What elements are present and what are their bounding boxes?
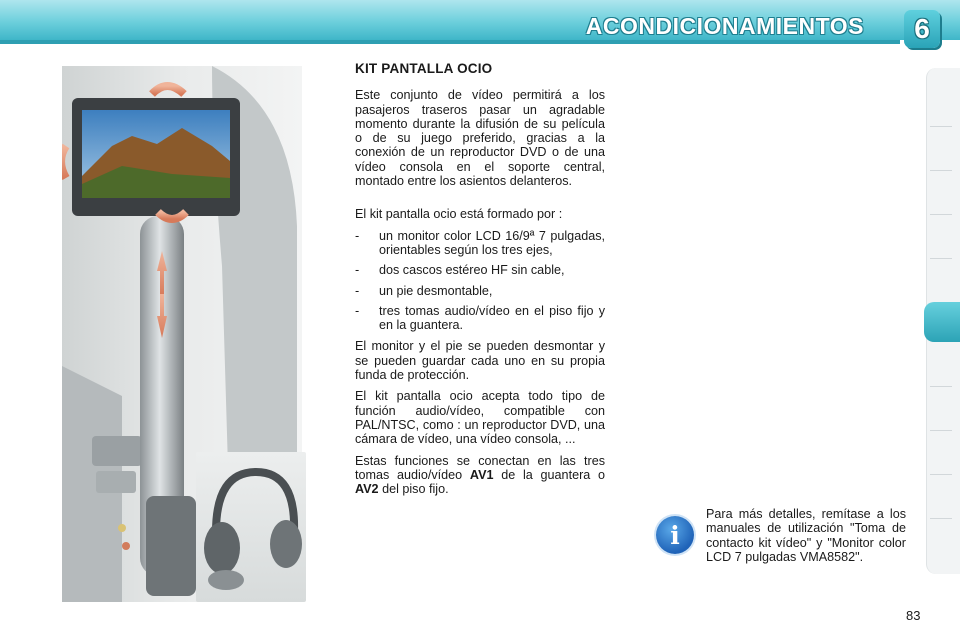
av2-label: AV2	[355, 482, 379, 497]
info-icon: i	[656, 516, 694, 554]
connection-paragraph	[355, 454, 605, 497]
tab-divider	[930, 386, 952, 387]
active-chapter-tab	[924, 302, 960, 342]
info-note: Para más detalles, remítase a los manuales de utilización "Toma de contacto kit vídeo" y "Monitor color LCD 7 pulgadas VMA8582".	[706, 507, 906, 564]
av1-label: AV1	[469, 467, 494, 482]
connection-text: de la guantera o	[501, 467, 606, 482]
main-text-column	[355, 62, 605, 503]
header-underline	[0, 40, 900, 44]
tab-divider	[930, 170, 952, 171]
tab-divider	[930, 430, 952, 431]
tab-divider	[930, 474, 952, 475]
headphones-icon	[196, 452, 306, 602]
headphones-photo	[196, 452, 306, 602]
list-item: - dos cascos estéreo HF sin cable,	[355, 263, 605, 277]
tab-divider	[930, 214, 952, 215]
chapter-number: 6	[914, 13, 930, 44]
list-item: - tres tomas audio/vídeo en el piso fijo y en la guantera.	[355, 304, 605, 333]
list-item: - un monitor color LCD 16/9ª 7 pulgadas, orientables según los tres ejes,	[355, 229, 605, 258]
tab-divider	[930, 258, 952, 259]
section-title: KIT PANTALLA OCIO	[355, 61, 493, 76]
page-header	[0, 0, 960, 52]
connection-text: Estas funciones se conectan en las tres tomas audio/vídeo	[355, 453, 605, 482]
kit-items-list	[355, 229, 605, 333]
av-socket	[122, 542, 130, 550]
seat-control	[92, 436, 142, 466]
storage-paragraph: El monitor y el pie se pueden desmontar y se pueden guardar cada uno en su propia funda de protección.	[355, 339, 605, 383]
compatibility-paragraph: El kit pantalla ocio acepta todo tipo de función audio/vídeo, compatible con PAL/NTSC, como : un reproductor DVD, una cámara de vídeo, una vídeo consola, ...	[355, 389, 605, 447]
av-socket	[118, 524, 126, 532]
chapter-number-badge	[904, 10, 940, 48]
page-number: 83	[906, 608, 921, 623]
chapter-title: ACONDICIONAMIENTOS	[585, 13, 864, 39]
tab-divider	[930, 126, 952, 127]
intro-paragraph: Este conjunto de vídeo permitirá a los pasajeros traseros pasar un agradable momento durante la difusión de su película o de su juego preferido, gracias a la conexión de un reproductor DVD o de una vídeo consola en el soporte central, montado entre los asientos delanteros.	[355, 88, 605, 189]
list-item: - un pie desmontable,	[355, 284, 605, 298]
stand-base	[146, 496, 196, 596]
connection-text: del piso fijo.	[382, 482, 449, 497]
seat-control	[96, 471, 136, 493]
tab-divider	[930, 518, 952, 519]
kit-lead: El kit pantalla ocio está formado por :	[355, 207, 563, 222]
